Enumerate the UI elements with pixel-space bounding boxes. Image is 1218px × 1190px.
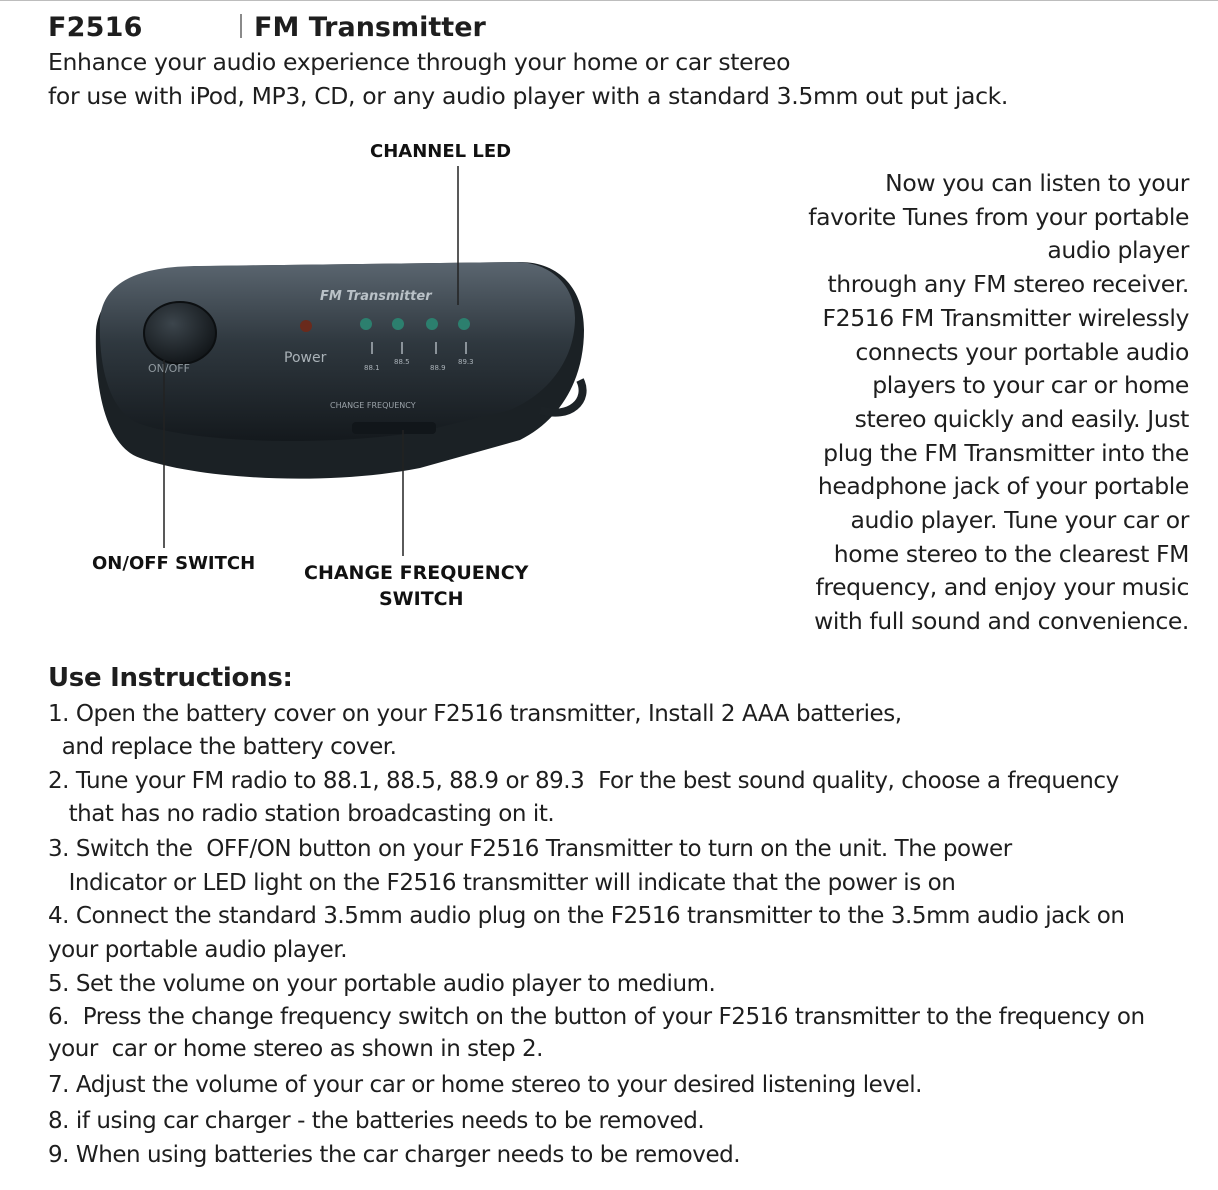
instruction-line: 1. Open the battery cover on your F2516 transmitter, Install 2 AAA batteries,	[48, 701, 902, 727]
description-line: Now you can listen to your	[885, 169, 1189, 197]
description-line: favorite Tunes from your portable	[808, 202, 1189, 231]
instruction-line: 8. if using car charger - the batteries needs to be removed.	[48, 1108, 705, 1134]
callout-change-frequency: CHANGE FREQUENCY	[304, 562, 529, 584]
instruction-line: 3. Switch the OFF/ON button on your F2516 Transmitter to turn on the unit. The power	[48, 836, 1012, 862]
device-freq-label: 88.5	[394, 358, 410, 366]
instruction-line: Indicator or LED light on the F2516 transmitter will indicate that the power is on	[48, 870, 956, 896]
description-line: F2516 FM Transmitter wirelessly	[822, 303, 1189, 332]
description-line: players to your car or home	[872, 371, 1189, 400]
product-title: FM Transmitter	[254, 12, 486, 43]
description-line: headphone jack of your portable	[817, 472, 1189, 501]
instruction-line: your car or home stereo as shown in step 2.	[48, 1036, 544, 1062]
instruction-line: your portable audio player.	[48, 937, 348, 963]
instructions-heading: Use Instructions:	[48, 663, 293, 693]
device-change-frequency-label: CHANGE FREQUENCY	[330, 401, 416, 410]
intro-line-2: for use with iPod, MP3, CD, or any audio player with a standard 3.5mm out put jack.	[48, 82, 1009, 110]
description-line: through any FM stereo receiver.	[827, 270, 1189, 299]
device-power-label: Power	[284, 350, 327, 366]
device-onoff-label: ON/OFF	[148, 362, 190, 375]
description-line: with full sound and convenience.	[814, 607, 1189, 636]
product-description	[785, 167, 1189, 639]
model-number: F2516	[48, 12, 143, 43]
intro-line-1: Enhance your audio experience through your home or car stereo	[48, 48, 791, 76]
device-freq-label: 88.1	[364, 364, 380, 372]
description-line: plug the FM Transmitter into the	[823, 438, 1189, 467]
device-brand-label: FM Transmitter	[320, 289, 432, 304]
callout-on-off-switch: ON/OFF SWITCH	[92, 553, 256, 574]
device-freq-label: 89.3	[458, 358, 474, 366]
description-line: audio player	[1047, 236, 1189, 265]
description-line: frequency, and enjoy your music	[815, 573, 1189, 602]
instruction-line: 7. Adjust the volume of your car or home stereo to your desired listening level.	[48, 1072, 922, 1098]
description-line: connects your portable audio	[855, 337, 1189, 366]
instruction-line: that has no radio station broadcasting on it.	[48, 801, 555, 827]
instruction-line: 9. When using batteries the car charger needs to be removed.	[48, 1142, 741, 1168]
instruction-line: and replace the battery cover.	[48, 734, 397, 760]
callout-channel-led: CHANNEL LED	[370, 141, 512, 162]
instruction-line: 2. Tune your FM radio to 88.1, 88.5, 88.9 or 89.3 For the best sound quality, choose a frequency	[48, 768, 1119, 794]
device-freq-label: 88.9	[430, 364, 446, 372]
description-line: audio player. Tune your car or	[850, 506, 1189, 535]
instruction-line: 5. Set the volume on your portable audio player to medium.	[48, 971, 716, 997]
instruction-line: 6. Press the change frequency switch on the button of your F2516 transmitter to the frequency on	[48, 1004, 1145, 1030]
callout-change-frequency-switch: SWITCH	[379, 588, 464, 610]
description-line: stereo quickly and easily. Just	[854, 404, 1189, 433]
description-line: home stereo to the clearest FM	[833, 539, 1189, 568]
instruction-line: 4. Connect the standard 3.5mm audio plug on the F2516 transmitter to the 3.5mm audio jack on	[48, 903, 1125, 929]
